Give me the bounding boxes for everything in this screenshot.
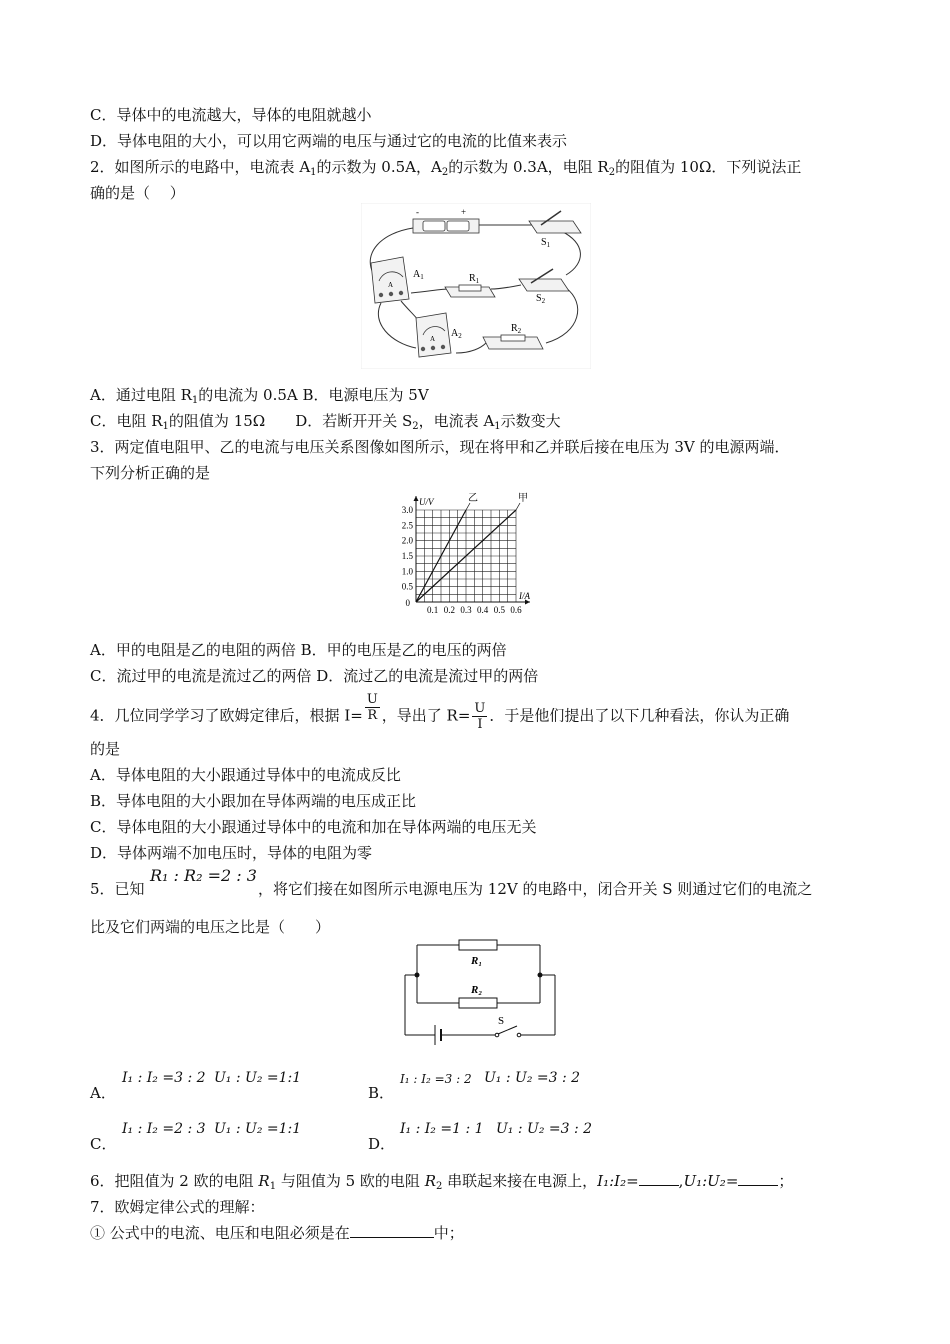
q5-option-b-voltage: U₁ : U₂ =3 : 2	[484, 1070, 581, 1086]
q4-option-a: A．导体电阻的大小跟通过导体中的电流成反比	[90, 766, 401, 784]
q2-option-c-d: C．电阻 $R_1$的阻值为 15Ω D．若断开开关 $S_2$，电流表 $A_1$示数变大	[90, 412, 561, 432]
x-axis-label: I/A	[519, 591, 530, 601]
q3-option-c-d: C．流过甲的电流是流过乙的两倍 D．流过乙的电流是流过甲的两倍	[90, 667, 539, 685]
q5-ratio: R₁ : R₂ =2 : 3	[150, 866, 257, 885]
q5-option-c-current: I₁ : I₂ =2 : 3	[122, 1121, 206, 1137]
fraction-u-over-r: $\frac{U}{R}$	[366, 692, 378, 723]
y-tick-label: 0.5	[401, 581, 413, 592]
series-label: 乙	[468, 493, 478, 504]
q4-stem-line2: 的是	[90, 740, 121, 758]
series-label: 甲	[518, 493, 528, 504]
q3-option-a-b: A．甲的电阻是乙的电阻的两倍 B．甲的电压是乙的电压的两倍	[90, 641, 507, 659]
q5-option-d-current: I₁ : I₂ =1 : 1	[400, 1121, 484, 1137]
q5-option-a-voltage: U₁ : U₂ =1:1	[214, 1070, 302, 1086]
q4-option-b: B．导体电阻的大小跟加在导体两端的电压成正比	[90, 792, 417, 810]
q4-option-d: D．导体两端不加电压时，导体的电阻为零	[90, 844, 373, 862]
switch-s-label: S	[498, 1015, 505, 1027]
series-leader	[466, 503, 470, 510]
y-tick-label: 1.0	[401, 566, 413, 577]
option-c-prev: C．导体中的电流越大，导体的电阻就越小	[90, 106, 372, 124]
resistor-r2-label: $R_2$	[511, 323, 522, 335]
resistor-r1-label: $R_1$	[469, 273, 480, 285]
ui-graph-chart	[390, 490, 550, 620]
ammeter-a2-label: $A_2$	[451, 328, 462, 340]
y-axis-label: U/V	[419, 497, 434, 507]
switch-s1-label: $S_1$	[541, 237, 551, 249]
q3-stem: 3．两定值电阻甲、乙的电流与电压关系图像如图所示，现在将甲和乙并联后接在电压为 3V 的电源两端．	[90, 438, 790, 456]
q4-stem: 4．几位同学学习了欧姆定律后，根据 I= $\frac{U}{R}$ ，导出了 R= $\frac{U}{I}$ ．于是他们提出了以下几种看法，你认为正确	[90, 692, 790, 732]
y-tick-label: 3.0	[401, 505, 413, 515]
q7-item-1: ① 公式中的电流、电压和电阻必须是在 中；	[90, 1224, 464, 1242]
q4-option-c: C．导体电阻的大小跟通过导体中的电流和加在导体两端的电压无关	[90, 818, 537, 836]
x-tick-label: 0.1	[427, 605, 439, 615]
x-tick-label: 0.2	[443, 605, 455, 615]
q5-option-d-label: D．	[368, 1135, 396, 1153]
q2-stem: 2．如图所示的电路中，电流表 $A_1$的示数为 0.5A，$A_2$的示数为 0.3A，电阻 $R_2$的阻值为 10Ω．下列说法正	[90, 158, 802, 178]
x-tick-label: 0.3	[460, 605, 472, 615]
q2-stem-line2: 确的是（ ）	[90, 184, 185, 202]
x-tick-label: 0.6	[510, 605, 522, 615]
q5-option-c-label: C．	[90, 1135, 117, 1153]
ammeter-a1-label: $A_1$	[413, 269, 424, 281]
switch-s2-label: $S_2$	[536, 293, 546, 305]
r2-label: R₂	[471, 984, 483, 996]
q2-option-a-b: A．通过电阻 $R_1$的电流为 0.5A B．电源电压为 5V	[90, 386, 429, 406]
parallel-circuit-figure	[395, 935, 565, 1047]
y-axis-arrow	[414, 496, 419, 501]
q5-stem-line2: 比及它们两端的电压之比是（ ）	[90, 918, 331, 936]
q3-stem-line2: 下列分析正确的是	[90, 464, 211, 482]
q5-option-a-current: I₁ : I₂ =3 : 2	[122, 1070, 206, 1086]
x-tick-label: 0.4	[477, 605, 489, 615]
origin-label: 0	[405, 598, 410, 608]
y-tick-label: 2.5	[401, 520, 413, 531]
q7-stem: 7．欧姆定律公式的理解：	[90, 1198, 265, 1216]
q6-blank-current[interactable]	[639, 1185, 679, 1186]
r1-label: R₁	[471, 955, 483, 967]
q5-stem: ，将它们接在如图所示电源电压为 12V 的电路中，闭合开关 S 则通过它们的电流之	[258, 880, 813, 898]
series-leader	[516, 503, 520, 510]
circuit-photo-figure	[361, 203, 591, 369]
q5-option-d-voltage: U₁ : U₂ =3 : 2	[496, 1121, 593, 1137]
q5-stem-start: 5．已知	[90, 880, 145, 898]
q5-option-b-label: B．	[368, 1084, 395, 1102]
q5-option-c-voltage: U₁ : U₂ =1:1	[214, 1121, 302, 1137]
option-d-prev: D．导体电阻的大小，可以用它两端的电压与通过它的电流的比值来表示	[90, 132, 568, 150]
q7-blank-1[interactable]	[350, 1237, 434, 1238]
battery-plus-label: +	[461, 207, 467, 217]
battery-minus-label: -	[416, 207, 419, 217]
y-tick-label: 1.5	[401, 551, 413, 561]
y-tick-label: 2.0	[401, 535, 413, 546]
fraction-u-over-i: $\frac{U}{I}$	[474, 701, 486, 732]
x-tick-label: 0.5	[493, 605, 505, 615]
ammeter-a1-letter: A	[388, 281, 394, 289]
q6-blank-voltage[interactable]	[738, 1185, 778, 1186]
q6-stem: 6．把阻值为 2 欧的电阻 $R_1$ 与阻值为 5 欧的电阻 $R_2$ 串联起来接在电源上，I₁:I₂= ,U₁:U₂= ；	[90, 1172, 794, 1192]
q5-option-a-label: A．	[90, 1084, 116, 1102]
ammeter-a2-letter: A	[430, 335, 436, 343]
q5-option-b-current: I₁ : I₂ =3 : 2	[400, 1072, 472, 1086]
